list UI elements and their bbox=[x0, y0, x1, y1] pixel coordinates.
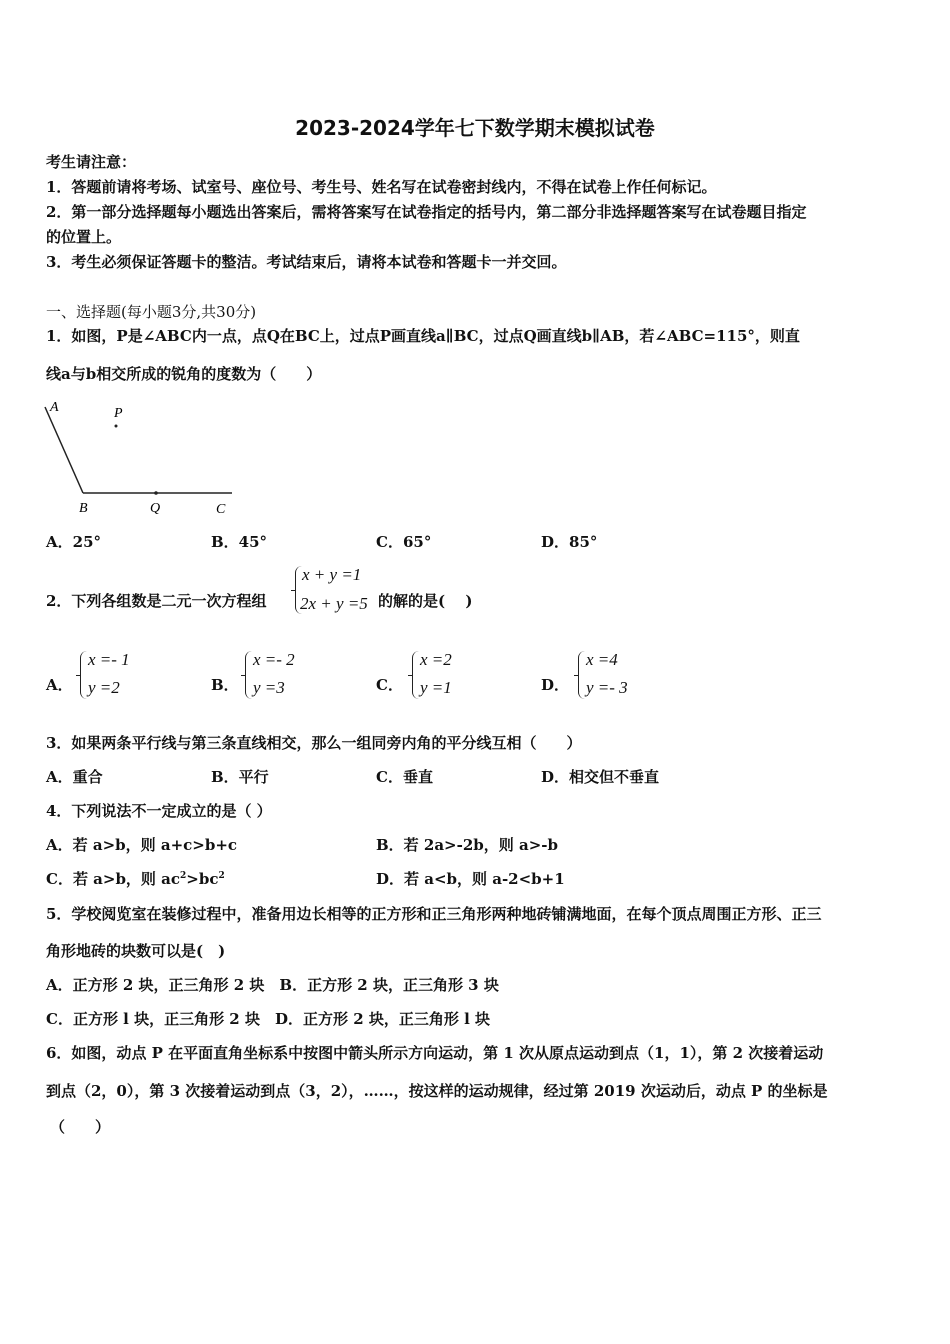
q2-option-c-brace bbox=[412, 651, 419, 699]
q3-option-a: A．重合 bbox=[46, 768, 103, 786]
q4-option-c bbox=[46, 869, 225, 889]
notice-line-2b: 的位置上。 bbox=[46, 228, 122, 246]
label-c: C bbox=[216, 502, 226, 517]
q1-option-c: C．65° bbox=[376, 533, 432, 551]
notice-line-2a: 2．第一部分选择题每小题选出答案后，需将答案写在试卷指定的括号内，第二部分非选择题答案写在试卷题目指定 bbox=[46, 203, 807, 221]
q2-option-d-y: y =- 3 bbox=[586, 678, 628, 697]
q2-option-d-x: x =4 bbox=[586, 650, 618, 669]
q5-line-1: 5．学校阅览室在装修过程中，准备用边长相等的正方形和正三角形两种地砖铺满地面，在每个顶点周围正方形、正三 bbox=[46, 905, 822, 923]
q6-line-3: （ ） bbox=[50, 1118, 111, 1136]
q2-prefix: 2．下列各组数是二元一次方程组 bbox=[46, 592, 267, 610]
q1-option-a: A．25° bbox=[46, 533, 102, 551]
q1-line-1: 1．如图，P是∠ABC内一点，点Q在BC上，过点P画直线a∥BC，过点Q画直线b∥AB，若∠ABC=115°，则直 bbox=[46, 327, 800, 345]
q2-option-b-y: y =3 bbox=[253, 678, 285, 697]
q2-option-c-label: C． bbox=[376, 676, 403, 694]
q3-option-d: D．相交但不垂直 bbox=[541, 768, 660, 786]
point-q bbox=[154, 491, 158, 495]
q2-option-b-brace bbox=[245, 651, 252, 699]
label-q: Q bbox=[150, 501, 161, 516]
q4-option-c-mid: >bc bbox=[186, 870, 219, 888]
label-a: A bbox=[50, 400, 59, 415]
q2-option-d-label: D． bbox=[541, 676, 570, 694]
point-p bbox=[115, 425, 118, 428]
ray-ba bbox=[45, 407, 83, 493]
q3-stem: 3．如果两条平行线与第三条直线相交，那么一组同旁内角的平分线互相（ ） bbox=[46, 734, 582, 752]
q2-option-b-x: x =- 2 bbox=[253, 650, 295, 669]
q4-option-c-sup-2: 2 bbox=[218, 871, 225, 881]
section-heading: 一、选择题(每小题3分,共30分) bbox=[46, 303, 257, 321]
q3-option-c: C．垂直 bbox=[376, 768, 433, 786]
notice-header: 考生请注意： bbox=[46, 153, 137, 171]
notice-line-1: 1．答题前请将考场、试室号、座位号、考生号、姓名写在试卷密封线内，不得在试卷上作任何标记。 bbox=[46, 178, 717, 196]
q2-option-a-label: A． bbox=[46, 676, 73, 694]
q1-line-2: 线a与b相交所成的锐角的度数为（ ） bbox=[46, 365, 322, 383]
q4-option-d: D．若 a<b，则 a-2<b+1 bbox=[376, 870, 565, 888]
label-b: B bbox=[79, 501, 88, 516]
q2-option-b-label: B． bbox=[211, 676, 239, 694]
q2-option-c-x: x =2 bbox=[420, 650, 452, 669]
q5-options-ab: A．正方形 2 块，正三角形 2 块 B．正方形 2 块，正三角形 3 块 bbox=[46, 976, 499, 994]
q1-figure bbox=[40, 395, 240, 520]
q4-option-a: A．若 a>b，则 a+c>b+c bbox=[46, 836, 238, 854]
notice-line-3: 3．考生必须保证答题卡的整洁。考试结束后，请将本试卷和答题卡一并交回。 bbox=[46, 253, 567, 271]
q3-option-b: B．平行 bbox=[211, 768, 269, 786]
q2-suffix: 的解的是( ) bbox=[378, 592, 473, 610]
page-title: 2023-2024学年七下数学期末模拟试卷 bbox=[295, 116, 655, 140]
q2-eq-2: 2x + y =5 bbox=[300, 594, 368, 613]
q1-option-b: B．45° bbox=[211, 533, 268, 551]
q4-option-c-pre: C．若 a>b，则 ac bbox=[46, 870, 181, 888]
q2-option-a-x: x =- 1 bbox=[88, 650, 130, 669]
q4-option-c-sup-1: 2 bbox=[180, 871, 187, 881]
q4-option-b: B．若 2a>-2b，则 a>-b bbox=[376, 836, 558, 854]
q1-option-d: D．85° bbox=[541, 533, 598, 551]
label-p: P bbox=[114, 406, 123, 421]
q2-option-a-brace bbox=[80, 651, 87, 699]
q2-option-c-y: y =1 bbox=[420, 678, 452, 697]
q6-line-2: 到点（2，0），第 3 次接着运动到点（3，2），……，按这样的运动规律，经过第 2019 次运动后，动点 P 的坐标是 bbox=[46, 1082, 828, 1100]
q2-option-a-y: y =2 bbox=[88, 678, 120, 697]
q2-eq-1: x + y =1 bbox=[302, 565, 362, 584]
q2-option-d-brace bbox=[578, 651, 585, 699]
q4-stem: 4．下列说法不一定成立的是（ ） bbox=[46, 802, 272, 820]
q5-line-2: 角形地砖的块数可以是( ) bbox=[46, 942, 226, 960]
q5-options-cd: C．正方形 l 块，正三角形 2 块 D．正方形 2 块，正三角形 l 块 bbox=[46, 1010, 490, 1028]
q6-line-1: 6．如图，动点 P 在平面直角坐标系中按图中箭头所示方向运动，第 1 次从原点运动到点（1，1），第 2 次接着运动 bbox=[46, 1044, 824, 1062]
